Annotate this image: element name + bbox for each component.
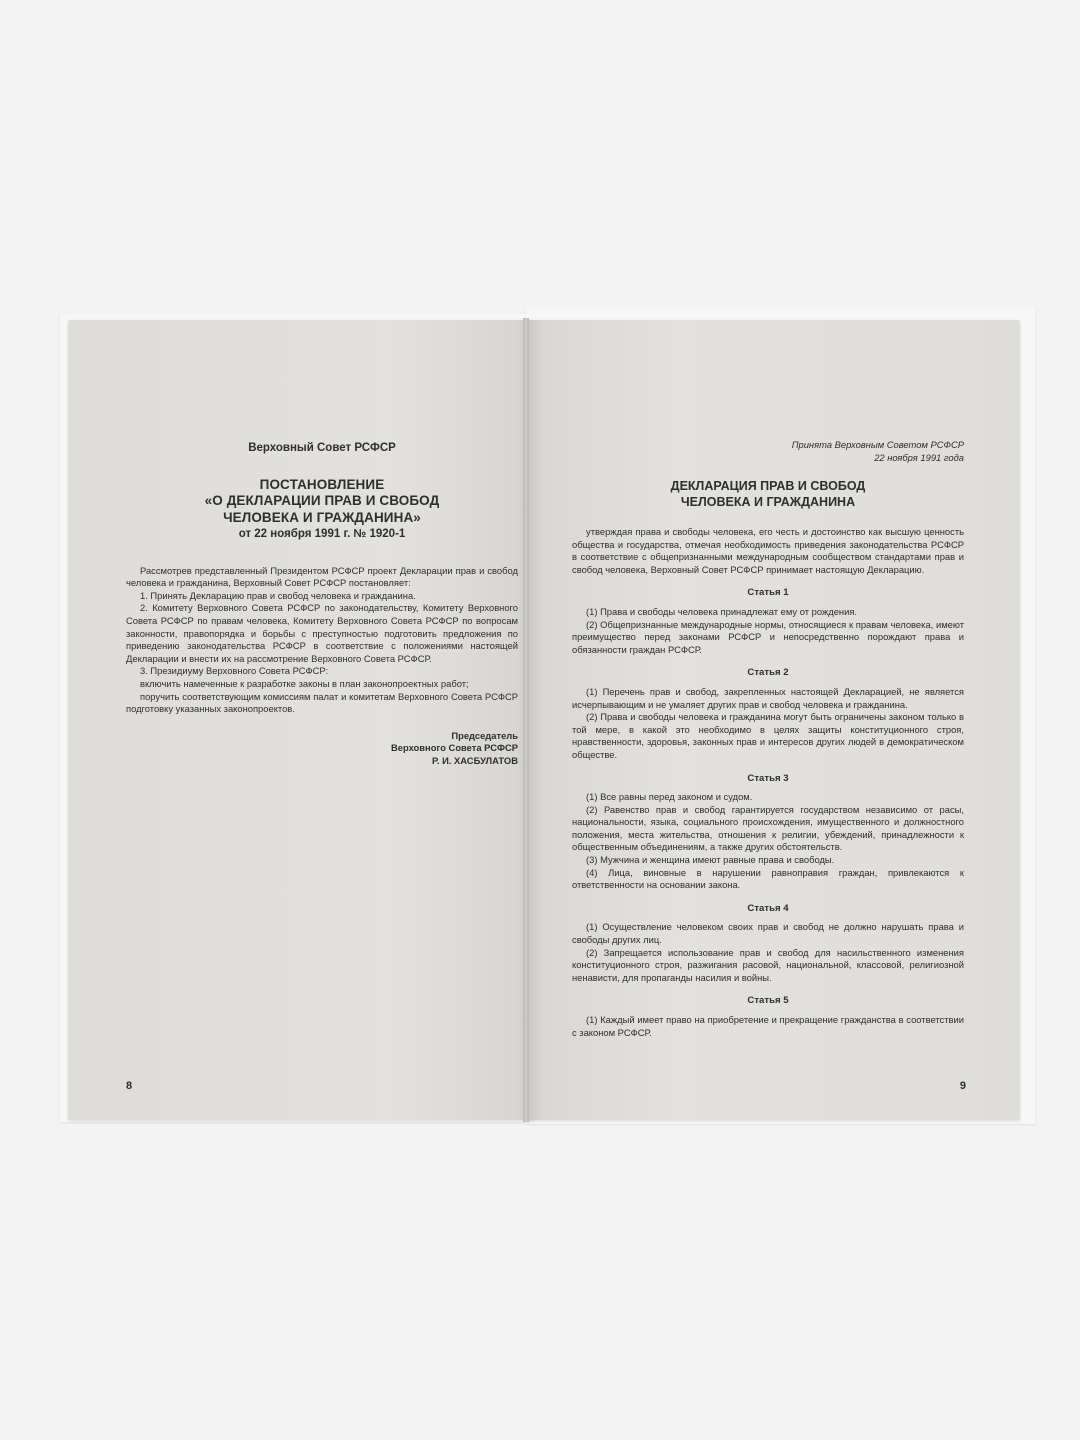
article-paragraph: (4) Лица, виновные в нарушении равноправия граждан, привлекаются к ответственности на основании закона.	[572, 866, 964, 891]
article-paragraph: (2) Равенство прав и свобод гарантируется государством независимо от расы, национальности, языка, социального происхождения, имущественного и должностного положения, места жительства, отношения к религии, убеждений, принадлежности к общественным объединениям, а также других обстоятельств.	[572, 803, 964, 853]
decree-paragraph: Рассмотрев представленный Президентом РСФСР проект Декларации прав и свобод человека и гражданина, Верховный Совет РСФСР постановляет:	[126, 564, 518, 589]
declaration-title	[572, 478, 964, 510]
left-page-content	[126, 442, 518, 768]
decree-title-line: «О ДЕКЛАРАЦИИ ПРАВ И СВОБОД	[204, 493, 440, 509]
article-heading: Статья 1	[747, 587, 789, 599]
declaration-title-line: ЧЕЛОВЕКА И ГРАЖДАНИНА	[680, 495, 856, 509]
article-paragraph: (2) Запрещается использование прав и свобод для насильственного изменения конституционного строя, разжигания расовой, национальной, классовой, религиозной ненависти, для пропаганды насилия и войны.	[572, 946, 964, 983]
signature-name: Р. И. ХАСБУЛАТОВ	[432, 755, 518, 766]
adoption-note-line: Принята Верховным Советом РСФСР	[791, 439, 964, 450]
article-paragraph: (1) Права и свободы человека принадлежат ему от рождения.	[586, 605, 858, 617]
decree-title-line: ЧЕЛОВЕКА И ГРАЖДАНИНА»	[223, 509, 421, 525]
adoption-note	[572, 438, 964, 464]
council-heading: Верховный Совет РСФСР	[248, 442, 396, 454]
declaration-title-line: ДЕКЛАРАЦИЯ ПРАВ И СВОБОД	[670, 479, 866, 493]
signature-line: Верховного Совета РСФСР	[390, 742, 518, 754]
page-number-right: 9	[959, 1080, 966, 1092]
right-page	[526, 320, 1020, 1120]
article-heading: Статья 5	[747, 995, 789, 1007]
right-page-content	[572, 440, 964, 1039]
declaration-preamble: утверждая права и свободы человека, его честь и достоинство как высшую ценность общества и государства, отмечая необходимость приведения законодательства РСФСР в соответствие с общепризнанными международным сообществом стандартами прав и свобод человека, Верховный Совет РСФСР принимает настоящую Декларацию.	[572, 526, 964, 575]
article-paragraph: (1) Каждый имеет право на приобретение и прекращение гражданства в соответствии с законом РСФСР.	[572, 1014, 964, 1038]
article-heading: Статья 3	[747, 772, 789, 784]
decree-date: от 22 ноября 1991 г. № 1920-1	[238, 528, 406, 541]
article-paragraph: (2) Общепризнанные международные нормы, относящиеся к правам человека, имеют преимущество перед законами РСФСР и непосредственно порождают права и обязанности граждан РСФСР.	[572, 618, 964, 655]
decree-title-line: ПОСТАНОВЛЕНИЕ	[259, 476, 385, 492]
article-paragraph: (1) Все равны перед законом и судом.	[586, 791, 753, 803]
article-paragraph: (1) Перечень прав и свобод, закрепленных настоящей Декларацией, не является исчерпывающим и не умаляет других прав и свобод человека и гражданина.	[572, 685, 964, 710]
article-paragraph: (1) Осуществление человеком своих прав и свобод не должно нарушать права и свободы других лиц.	[572, 921, 964, 946]
decree-paragraph: 2. Комитету Верховного Совета РСФСР по законодательству, Комитету Верховного Совета РСФСР по правам человека, Комитету Верховного Совета РСФСР по вопросам законности, правопорядка и борьбы с преступностью подготовить предложения по приведению законодательства РСФСР в соответствие с положениями настоящей Декларации и внести их на рассмотрение Верховного Совета РСФСР.	[126, 602, 518, 664]
signature-line: Председатель	[451, 729, 518, 741]
decree-title	[126, 477, 518, 527]
decree-paragraph: 3. Президиуму Верховного Совета РСФСР:	[140, 665, 329, 677]
decree-paragraph: поручить соответствующим комиссиям палат и комитетам Верховного Совета РСФСР подготовку указанных законопроектов.	[126, 690, 518, 715]
left-page	[68, 320, 534, 1120]
page-number-left: 8	[126, 1080, 133, 1092]
article-heading: Статья 4	[747, 902, 789, 914]
article-heading: Статья 2	[747, 667, 789, 679]
open-booklet	[60, 308, 1035, 1124]
decree-paragraph: 1. Принять Декларацию прав и свобод человека и гражданина.	[140, 589, 416, 601]
article-paragraph: (2) Права и свободы человека и гражданина могут быть ограничены законом только в той мере, в какой это необходимо в целях защиты конституционного строя, нравственности, здоровья, законных прав и интересов других людей в демократическом обществе.	[572, 711, 964, 760]
article-paragraph: (3) Мужчина и женщина имеют равные права и свободы.	[586, 854, 835, 866]
decree-paragraph: включить намеченные к разработке законы в план законопроектных работ;	[140, 678, 469, 690]
adoption-note-line: 22 ноября 1991 года	[874, 452, 964, 463]
spine-gutter	[523, 318, 529, 1122]
